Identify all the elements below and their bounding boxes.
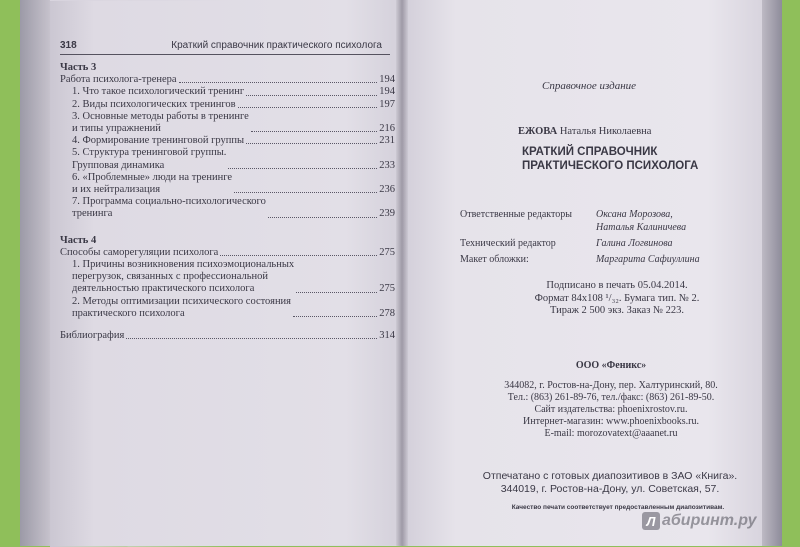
toc-entry-title: 1. Что такое психологический тренинг: [72, 86, 245, 98]
toc-entry-title: 5. Структура тренинговой группы. Групповая динамика: [72, 147, 227, 171]
toc-entry: [60, 247, 395, 259]
credit-name: Оксана Морозова, Наталья Калиничева: [596, 209, 687, 233]
toc-entry: [60, 111, 395, 135]
book-title-line-1: КРАТКИЙ СПРАВОЧНИК: [522, 146, 658, 158]
printed-by: Отпечатано с готовых диапозитивов в ЗАО «Книга».: [482, 470, 738, 482]
toc-entry: [60, 296, 395, 320]
credit-role: Макет обложки:: [460, 254, 529, 265]
credits: [460, 208, 760, 269]
table-of-contents: [60, 58, 395, 342]
publisher-shop: Интернет-магазин: www.phoenixbooks.ru.: [523, 416, 699, 427]
toc-spacer: [60, 320, 395, 330]
toc-entry-title: 4. Формирование тренинговой группы: [72, 135, 245, 147]
toc-entry: [60, 74, 395, 86]
toc-entry-page: 239: [379, 208, 395, 220]
toc-entry-page: 216: [379, 123, 395, 135]
toc-entry: [60, 135, 395, 147]
edition-type: Справочное издание: [542, 80, 637, 92]
credit-name: Маргарита Сафиуллина: [596, 254, 700, 265]
toc-entry: [60, 99, 395, 111]
book-page-edges-right: [762, 0, 782, 546]
toc-entry-bibliography: [60, 330, 395, 342]
credit-row: [460, 237, 760, 250]
watermark: [642, 512, 757, 530]
print-info: [502, 280, 732, 318]
toc-entry-title: 6. «Проблемные» люди на тренинге и их нейтрализация: [72, 171, 233, 196]
format-paper: Формат 84х108 ¹/₃₂. Бумага тип. № 2.: [534, 292, 700, 304]
credit-role: Ответственные редакторы: [460, 209, 572, 220]
toc-entry-page: 197: [379, 98, 395, 110]
toc-entry-page: 231: [379, 135, 395, 147]
toc-leader-dots: [246, 95, 377, 96]
publisher-phone: Тел.: (863) 261-89-76, тел./факс: (863) 261-89-50.: [507, 392, 715, 403]
toc-leader-dots: [296, 292, 377, 293]
toc-entry-page: 314: [379, 330, 395, 342]
toc-entry-title: Работа психолога-тренера: [60, 74, 177, 86]
watermark-text: абиринт.ру: [662, 512, 757, 529]
publisher-address: 344082, г. Ростов-на-Дону, пер. Халтуринский, 80.: [504, 380, 718, 391]
toc-leader-dots: [179, 82, 378, 83]
signed-for-print: Подписано в печать 05.04.2014.: [546, 280, 688, 291]
toc-entry-page: 233: [379, 159, 395, 171]
running-head: [60, 38, 390, 55]
author-name: [518, 126, 651, 137]
book-title: [522, 145, 752, 173]
credit-row: [460, 208, 760, 234]
toc-entry: [60, 196, 395, 220]
toc-entry-page: 194: [379, 74, 395, 86]
page-number: 318: [60, 40, 77, 51]
publisher-name: ООО «Феникс»: [575, 360, 647, 371]
toc-entry: [60, 86, 395, 98]
credit-role: Технический редактор: [460, 238, 556, 249]
toc-entry-page: 278: [379, 307, 395, 319]
toc-entry: [60, 172, 395, 196]
toc-entry-title: 7. Программа социально-психологического тренинга: [72, 196, 266, 220]
toc-entry-title: 2. Виды психологических тренингов: [72, 98, 236, 110]
book-spine: [396, 0, 408, 546]
toc-entry-page: 236: [379, 184, 395, 196]
toc-leader-dots: [251, 131, 377, 132]
author-last-name: ЕЖОВА: [518, 126, 558, 137]
toc-entry-page: 275: [379, 246, 395, 258]
toc-part-title: Часть 3: [60, 62, 97, 73]
printing-address: 344019, г. Ростов-на-Дону, ул. Советская, 57.: [500, 482, 720, 495]
toc-entry-title: Библиография: [60, 330, 125, 342]
circulation-order: Тираж 2 500 экз. Заказ № 223.: [550, 305, 684, 316]
toc-leader-dots: [220, 255, 377, 256]
toc-entry: [60, 259, 395, 296]
credit-row: [460, 253, 760, 266]
publisher-site: Сайт издательства: phoenixrostov.ru.: [534, 404, 688, 415]
toc-leader-dots: [234, 192, 377, 193]
toc-leader-dots: [238, 107, 378, 108]
toc-entry-page: 194: [379, 86, 395, 98]
credit-name: Галина Логвинова: [596, 238, 673, 249]
quality-note: Качество печати соответствует предоставленным диапозитивам.: [511, 504, 725, 511]
toc-leader-dots: [268, 217, 377, 218]
toc-leader-dots: [246, 143, 377, 144]
publisher-email: E-mail: morozovatext@aaanet.ru: [544, 428, 678, 439]
toc-entry: [60, 147, 395, 171]
labirint-logo-icon: Л: [642, 512, 660, 530]
toc-entry-title: 1. Причины возникновения психоэмоциональных перегрузок, связанных с профессиональной деятельностью практического психолога: [72, 259, 295, 295]
toc-part-title: Часть 4: [60, 234, 97, 246]
toc-entry-title: 3. Основные методы работы в тренинге и типы упражнений: [72, 110, 249, 135]
toc-entry-page: 275: [379, 283, 395, 295]
book-page-edges-left: [20, 0, 50, 546]
toc-leader-dots: [293, 316, 377, 317]
running-title: Краткий справочник практического психолога: [171, 40, 382, 51]
printing-house: [460, 470, 760, 495]
toc-entry-title: Способы саморегуляции психолога: [60, 246, 219, 258]
toc-leader-dots: [126, 338, 377, 339]
toc-leader-dots: [228, 168, 377, 169]
book-title-line-2: ПРАКТИЧЕСКОГО ПСИХОЛОГА: [522, 160, 699, 172]
publisher-info: [466, 360, 756, 440]
toc-entry-title: 2. Методы оптимизации психического состояния практического психолога: [72, 295, 292, 319]
toc-spacer: [60, 221, 395, 231]
author-first-name: Наталья Николаевна: [559, 126, 652, 137]
